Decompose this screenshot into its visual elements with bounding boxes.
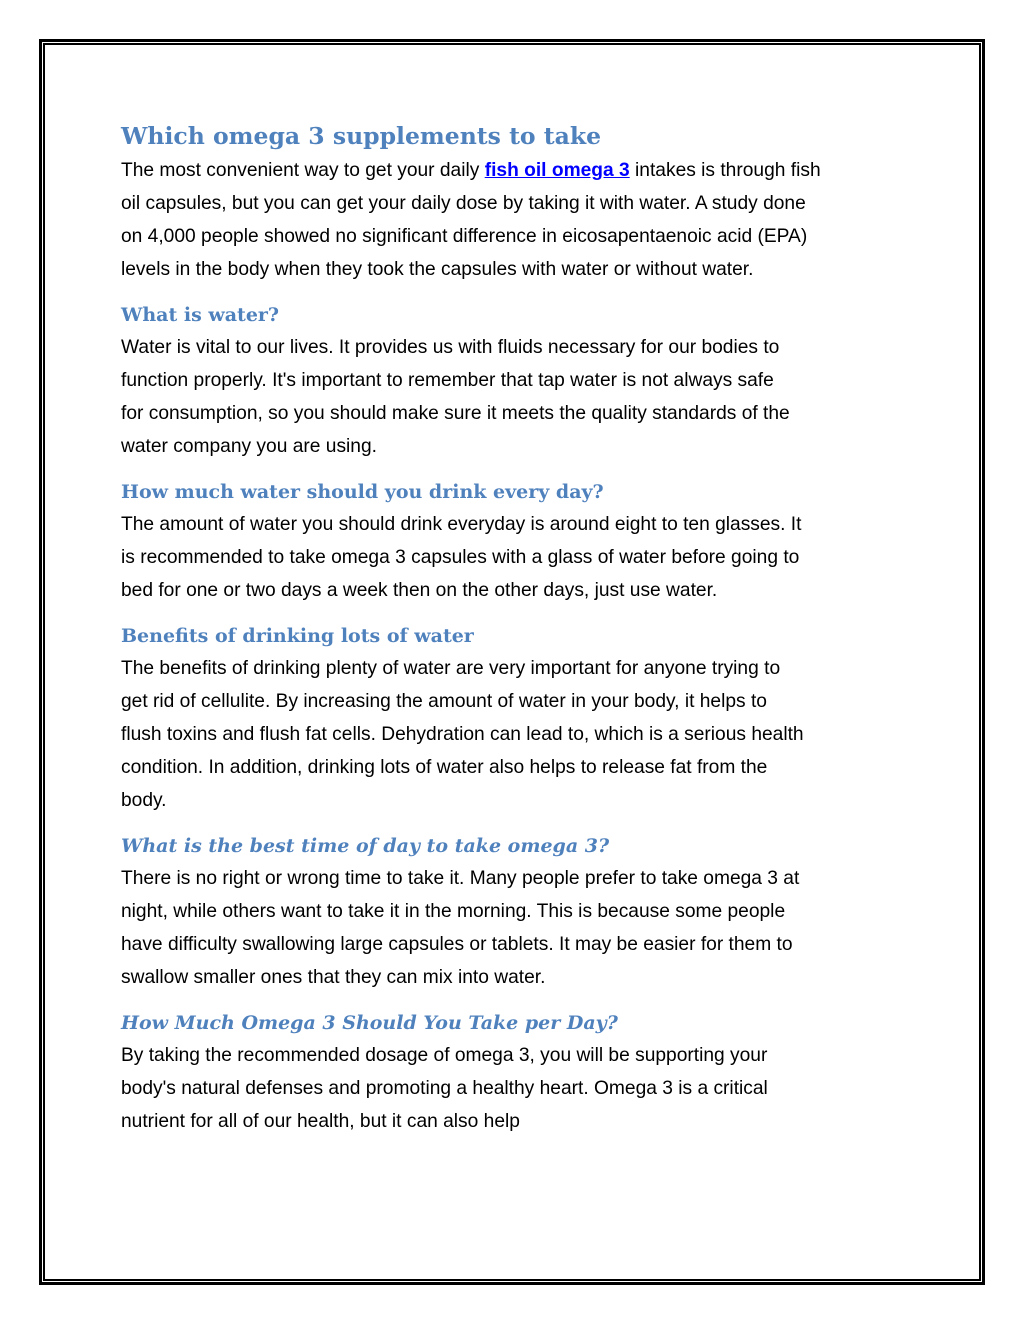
- paragraph-benefits-of-water: The benefits of drinking plenty of water are very important for anyone trying to get rid of cellulite. By increasing the amount of water in your body, it helps to flush toxins and flush fat cells. Dehydration can lead to, which is a serious health condition. In addition, drinking lots of water also helps to release fat from the body.: [121, 658, 804, 811]
- section-what-is-water: [121, 300, 911, 463]
- heading-benefits-of-water: Benefits of drinking lots of water: [121, 625, 474, 647]
- section-omega3-per-day: [121, 1008, 911, 1138]
- heading-omega3-supplements: Which omega 3 supplements to take: [121, 122, 602, 150]
- section-water-per-day: [121, 477, 911, 607]
- paragraph-water-per-day: The amount of water you should drink everyday is around eight to ten glasses. It is recommended to take omega 3 capsules with a glass of water before going to bed for one or two days a week then on the other days, just use water.: [121, 514, 802, 601]
- heading-best-time: What is the best time of day to take omega 3?: [121, 835, 610, 857]
- paragraph-what-is-water: Water is vital to our lives. It provides us with fluids necessary for our bodies to function properly. It's important to remember that tap water is not always safe for consumption, so you should make sure it meets the quality standards of the water company you are using.: [121, 337, 790, 457]
- heading-water-per-day: How much water should you drink every day?: [121, 481, 604, 503]
- paragraph-text-before-link: The most convenient way to get your daily: [121, 160, 485, 181]
- section-omega3-supplements: [121, 118, 911, 286]
- paragraph-text-after-link: intakes is through fish oil capsules, but you can get your daily dose by taking it with water. A study done on 4,000 people showed no significant difference in eicosapentaenoic acid (EPA) levels in the body when they took the capsules with water or without water.: [121, 160, 821, 280]
- fish-oil-omega3-link[interactable]: fish oil omega 3: [484, 160, 630, 181]
- paragraph-omega3-per-day: By taking the recommended dosage of omega 3, you will be supporting your body's natural defenses and promoting a healthy heart. Omega 3 is a critical nutrient for all of our health, but it can also help: [121, 1045, 768, 1132]
- section-best-time: [121, 831, 911, 994]
- paragraph-omega3-supplements: [121, 154, 911, 286]
- section-benefits-of-water: [121, 621, 911, 817]
- document-body: [121, 118, 911, 1152]
- heading-what-is-water: What is water?: [121, 304, 280, 326]
- heading-omega3-per-day: How Much Omega 3 Should You Take per Day?: [121, 1012, 618, 1034]
- paragraph-best-time: There is no right or wrong time to take it. Many people prefer to take omega 3 at night, while others want to take it in the morning. This is because some people have difficulty swallowing large capsules or tablets. It may be easier for them to swallow smaller ones that they can mix into water.: [121, 868, 800, 988]
